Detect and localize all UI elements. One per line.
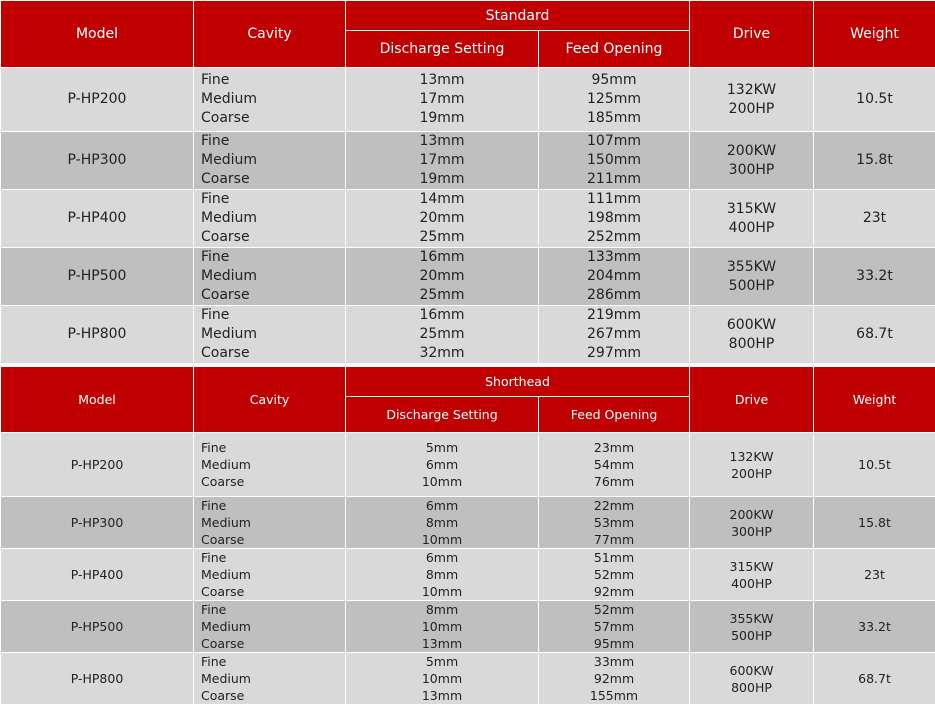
feed-cell-line: 92mm (539, 583, 689, 600)
feed-cell-line: 111mm (539, 190, 689, 209)
feed-cell (539, 549, 690, 601)
cavity-cell-line: Medium (201, 566, 345, 583)
feed-cell-line: 252mm (539, 228, 689, 247)
drive-cell-line: 200KW (690, 506, 813, 523)
drive-cell (690, 190, 814, 248)
feed-cell-line: 95mm (539, 635, 689, 652)
cavity-cell-line: Medium (201, 456, 345, 473)
feed-cell (539, 601, 690, 653)
table-row (1, 190, 935, 248)
feed-cell-line: 267mm (539, 325, 689, 344)
cavity-cell-line: Medium (201, 267, 345, 286)
discharge-cell (346, 433, 539, 497)
discharge-cell (346, 68, 539, 132)
discharge-cell (346, 601, 539, 653)
cavity-cell-line: Medium (201, 618, 345, 635)
drive-cell-line: 400HP (690, 219, 813, 238)
cavity-cell-line: Fine (201, 653, 345, 670)
table-row (1, 132, 935, 190)
discharge-cell (346, 549, 539, 601)
drive-cell-line: 132KW (690, 81, 813, 100)
cavity-cell-line: Coarse (201, 170, 345, 189)
drive-cell-line: 132KW (690, 448, 813, 465)
drive-cell-line: 800HP (690, 679, 813, 696)
cavity-cell-line: Fine (201, 549, 345, 566)
weight-cell: 33.2t (814, 601, 935, 653)
header-drive: Drive (690, 1, 814, 68)
feed-cell-line: 204mm (539, 267, 689, 286)
drive-cell-line: 600KW (690, 316, 813, 335)
discharge-cell-line: 6mm (346, 456, 538, 473)
drive-cell-line: 355KW (690, 258, 813, 277)
feed-cell (539, 653, 690, 705)
drive-cell-line: 200HP (690, 100, 813, 119)
discharge-cell-line: 25mm (346, 286, 538, 305)
model-cell: P-HP400 (1, 190, 194, 248)
cavity-cell (194, 248, 346, 306)
drive-cell-line: 200HP (690, 465, 813, 482)
discharge-cell-line: 13mm (346, 71, 538, 90)
feed-cell-line: 219mm (539, 306, 689, 325)
discharge-cell-line: 13mm (346, 132, 538, 151)
table-row (1, 601, 935, 653)
drive-cell-line: 355KW (690, 610, 813, 627)
cavity-cell-line: Coarse (201, 109, 345, 128)
table-row (1, 68, 935, 132)
discharge-cell-line: 16mm (346, 306, 538, 325)
feed-cell (539, 132, 690, 190)
cavity-cell-line: Coarse (201, 286, 345, 305)
table-row (1, 549, 935, 601)
cavity-cell-line: Medium (201, 325, 345, 344)
cavity-cell (194, 306, 346, 364)
feed-cell-line: 23mm (539, 439, 689, 456)
discharge-cell-line: 8mm (346, 601, 538, 618)
drive-cell (690, 549, 814, 601)
cavity-cell-line: Fine (201, 601, 345, 618)
feed-cell-line: 51mm (539, 549, 689, 566)
drive-cell (690, 497, 814, 549)
feed-cell (539, 497, 690, 549)
feed-cell (539, 248, 690, 306)
drive-cell-line: 600KW (690, 662, 813, 679)
cavity-cell-line: Medium (201, 151, 345, 170)
discharge-cell-line: 10mm (346, 670, 538, 687)
discharge-cell-line: 8mm (346, 566, 538, 583)
cavity-cell-line: Medium (201, 514, 345, 531)
drive-cell-line: 315KW (690, 558, 813, 575)
feed-cell-line: 211mm (539, 170, 689, 189)
cavity-cell-line: Fine (201, 439, 345, 456)
feed-cell (539, 190, 690, 248)
drive-cell-line: 300HP (690, 523, 813, 540)
feed-cell-line: 198mm (539, 209, 689, 228)
discharge-cell-line: 6mm (346, 549, 538, 566)
model-cell: P-HP200 (1, 68, 194, 132)
discharge-cell-line: 5mm (346, 439, 538, 456)
feed-cell (539, 433, 690, 497)
discharge-cell-line: 5mm (346, 653, 538, 670)
drive-cell-line: 300HP (690, 161, 813, 180)
feed-cell-line: 76mm (539, 473, 689, 490)
feed-cell-line: 155mm (539, 687, 689, 704)
header-feed-opening: Feed Opening (539, 31, 690, 68)
drive-cell-line: 315KW (690, 200, 813, 219)
cavity-cell-line: Medium (201, 90, 345, 109)
drive-cell (690, 306, 814, 364)
model-cell: P-HP300 (1, 497, 194, 549)
feed-cell-line: 33mm (539, 653, 689, 670)
discharge-cell-line: 20mm (346, 209, 538, 228)
table-row (1, 248, 935, 306)
drive-cell-line: 800HP (690, 335, 813, 354)
discharge-cell-line: 8mm (346, 514, 538, 531)
discharge-cell-line: 10mm (346, 473, 538, 490)
feed-cell-line: 77mm (539, 531, 689, 548)
weight-cell: 68.7t (814, 306, 935, 364)
feed-cell-line: 54mm (539, 456, 689, 473)
weight-cell: 15.8t (814, 497, 935, 549)
cavity-cell (194, 190, 346, 248)
feed-cell-line: 125mm (539, 90, 689, 109)
cavity-cell-line: Coarse (201, 344, 345, 363)
cavity-cell-line: Fine (201, 306, 345, 325)
header-model: Model (1, 367, 194, 433)
cavity-cell-line: Coarse (201, 473, 345, 490)
cavity-cell-line: Coarse (201, 228, 345, 247)
table-row (1, 306, 935, 364)
shorthead-table (0, 366, 935, 705)
drive-cell-line: 400HP (690, 575, 813, 592)
cavity-cell-line: Coarse (201, 583, 345, 600)
model-cell: P-HP300 (1, 132, 194, 190)
feed-cell-line: 185mm (539, 109, 689, 128)
discharge-cell-line: 19mm (346, 109, 538, 128)
feed-cell (539, 306, 690, 364)
discharge-cell (346, 653, 539, 705)
discharge-cell-line: 32mm (346, 344, 538, 363)
cavity-cell (194, 433, 346, 497)
feed-cell-line: 95mm (539, 71, 689, 90)
drive-cell (690, 248, 814, 306)
discharge-cell-line: 17mm (346, 90, 538, 109)
cavity-cell-line: Medium (201, 209, 345, 228)
drive-cell-line: 500HP (690, 627, 813, 644)
weight-cell: 23t (814, 190, 935, 248)
feed-cell-line: 22mm (539, 497, 689, 514)
drive-cell-line: 200KW (690, 142, 813, 161)
drive-cell (690, 68, 814, 132)
model-cell: P-HP800 (1, 653, 194, 705)
cavity-cell (194, 68, 346, 132)
feed-cell-line: 297mm (539, 344, 689, 363)
discharge-cell (346, 190, 539, 248)
weight-cell: 23t (814, 549, 935, 601)
feed-cell-line: 107mm (539, 132, 689, 151)
discharge-cell-line: 6mm (346, 497, 538, 514)
weight-cell: 68.7t (814, 653, 935, 705)
weight-cell: 33.2t (814, 248, 935, 306)
table-row (1, 653, 935, 705)
discharge-cell-line: 13mm (346, 687, 538, 704)
weight-cell: 15.8t (814, 132, 935, 190)
model-cell: P-HP200 (1, 433, 194, 497)
header-discharge-setting: Discharge Setting (346, 397, 539, 433)
cavity-cell (194, 653, 346, 705)
cavity-cell-line: Coarse (201, 687, 345, 704)
cavity-cell-line: Fine (201, 71, 345, 90)
discharge-cell-line: 19mm (346, 170, 538, 189)
weight-cell: 10.5t (814, 68, 935, 132)
feed-cell (539, 68, 690, 132)
header-discharge-setting: Discharge Setting (346, 31, 539, 68)
discharge-cell-line: 10mm (346, 531, 538, 548)
model-cell: P-HP400 (1, 549, 194, 601)
header-cavity: Cavity (194, 367, 346, 433)
cavity-cell (194, 132, 346, 190)
header-cavity: Cavity (194, 1, 346, 68)
discharge-cell-line: 10mm (346, 583, 538, 600)
table-row (1, 433, 935, 497)
header-drive: Drive (690, 367, 814, 433)
discharge-cell-line: 16mm (346, 248, 538, 267)
cavity-cell-line: Fine (201, 248, 345, 267)
discharge-cell (346, 248, 539, 306)
shorthead-body (1, 433, 935, 705)
discharge-cell-line: 10mm (346, 618, 538, 635)
discharge-cell-line: 25mm (346, 228, 538, 247)
weight-cell: 10.5t (814, 433, 935, 497)
drive-cell-line: 500HP (690, 277, 813, 296)
discharge-cell (346, 132, 539, 190)
discharge-cell-line: 14mm (346, 190, 538, 209)
discharge-cell-line: 17mm (346, 151, 538, 170)
cavity-cell (194, 497, 346, 549)
discharge-cell (346, 306, 539, 364)
feed-cell-line: 150mm (539, 151, 689, 170)
table-row (1, 497, 935, 549)
feed-cell-line: 52mm (539, 601, 689, 618)
standard-body (1, 68, 935, 364)
model-cell: P-HP800 (1, 306, 194, 364)
header-feed-opening: Feed Opening (539, 397, 690, 433)
drive-cell (690, 601, 814, 653)
feed-cell-line: 57mm (539, 618, 689, 635)
model-cell: P-HP500 (1, 248, 194, 306)
cavity-cell-line: Fine (201, 497, 345, 514)
drive-cell (690, 653, 814, 705)
cavity-cell-line: Fine (201, 132, 345, 151)
model-cell: P-HP500 (1, 601, 194, 653)
drive-cell (690, 433, 814, 497)
feed-cell-line: 92mm (539, 670, 689, 687)
cavity-cell-line: Medium (201, 670, 345, 687)
discharge-cell-line: 25mm (346, 325, 538, 344)
feed-cell-line: 53mm (539, 514, 689, 531)
header-weight: Weight (814, 1, 935, 68)
cavity-cell-line: Coarse (201, 531, 345, 548)
cavity-cell (194, 601, 346, 653)
section-title-standard: Standard (346, 1, 690, 31)
cavity-cell (194, 549, 346, 601)
discharge-cell-line: 20mm (346, 267, 538, 286)
drive-cell (690, 132, 814, 190)
feed-cell-line: 286mm (539, 286, 689, 305)
header-weight: Weight (814, 367, 935, 433)
cavity-cell-line: Coarse (201, 635, 345, 652)
header-model: Model (1, 1, 194, 68)
cavity-cell-line: Fine (201, 190, 345, 209)
discharge-cell (346, 497, 539, 549)
feed-cell-line: 133mm (539, 248, 689, 267)
discharge-cell-line: 13mm (346, 635, 538, 652)
section-title-shorthead: Shorthead (346, 367, 690, 397)
feed-cell-line: 52mm (539, 566, 689, 583)
